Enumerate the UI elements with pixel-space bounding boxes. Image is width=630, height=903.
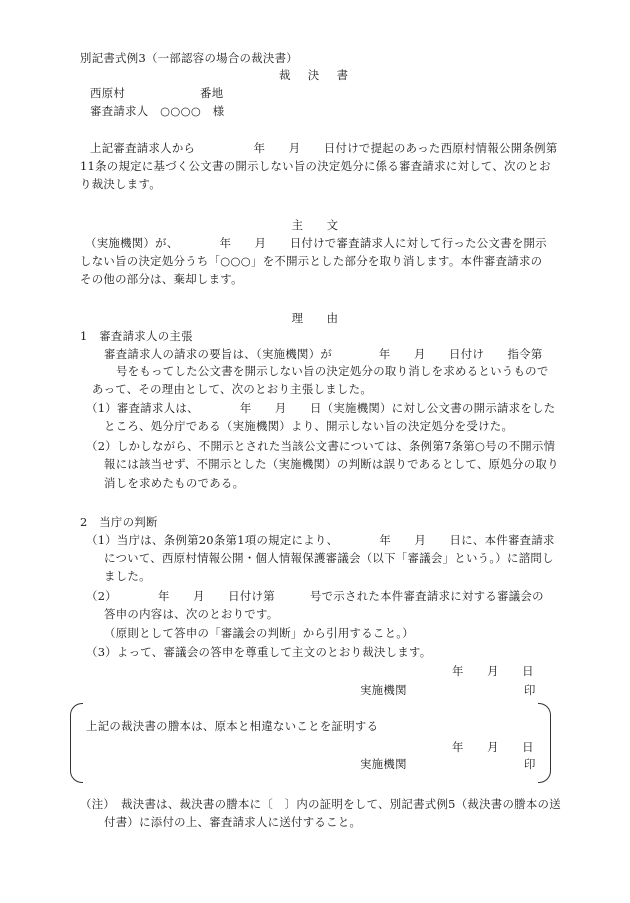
section1-heading: 1 審査請求人の主張	[80, 329, 193, 343]
section2-item2-line: 答申の内容は、次のとおりです。	[104, 607, 279, 621]
note-line: （注） 裁決書は、裁決書の謄本に〔 〕内の証明をして、別記書式例5（裁決書の謄本の送	[80, 797, 561, 811]
section1-para-line: 審査請求人の請求の要旨は、（実施機関）が 年 月 日付け 指令第	[104, 347, 543, 361]
section1-item2-line: 報には該当せず、不開示とした（実施機関）の判断は誤りであるとして、原処分の取り	[104, 457, 559, 471]
intro-line: り裁決します。	[80, 177, 161, 191]
section1-item1-line: ところ、処分庁である（実施機関）より、開示しない旨の決定処分を受けた。	[104, 419, 514, 433]
main-text-line: しない旨の決定処分うち「○○○」を不開示とした部分を取り消します。本件審査請求の	[80, 254, 543, 268]
certification-agency: 実施機関	[360, 757, 407, 771]
certification-seal: 印	[524, 757, 536, 771]
reason-heading: 理 由	[291, 311, 339, 325]
document-title: 裁 決 書	[279, 68, 351, 82]
section1-para-line: あって、その理由として、次のとおり主張しました。	[92, 382, 373, 396]
main-heading: 主 文	[291, 218, 339, 232]
address-banchi: 番地	[200, 86, 224, 100]
certification-bracket-right	[538, 703, 551, 783]
section1-item2-line: 消しを求めたものである。	[104, 476, 245, 490]
section2-item2-line: （原則として答申の「審議会の判断」から引用すること。）	[104, 626, 414, 640]
certification-bracket-left	[70, 703, 83, 783]
certification-text: 上記の裁決書の謄本は、原本と相違ないことを証明する	[86, 719, 379, 733]
section2-item1-line: について、西原村情報公開・個人情報保護審議会（以下「審議会」という。）に諮問し	[104, 551, 554, 565]
section2-item1-line: ました。	[104, 569, 151, 583]
addressee: 審査請求人 ○○○○ 様	[90, 104, 225, 118]
section1-item1-line: （1）審査請求人は、 年 月 日（実施機関）に対し公文書の開示請求をした	[86, 401, 556, 415]
signature-seal: 印	[524, 683, 536, 697]
signature-date: 年 月 日	[452, 664, 534, 678]
section1-item2-line: （2）しかしながら、不開示とされた当該公文書については、条例第7条第○号の不開示情	[86, 439, 556, 453]
main-text-line: （実施機関）が、 年 月 日付けで審査請求人に対して行った公文書を開示	[85, 236, 547, 250]
section1-para-line: 号をもってした公文書を開示しない旨の決定処分の取り消しを求めるというもので	[116, 364, 549, 378]
address-village: 西原村	[90, 86, 126, 100]
section2-item2-line: （2） 年 月 日付け第 号で示された本件審査請求に対する審議会の	[86, 589, 544, 603]
signature-agency: 実施機関	[360, 683, 407, 697]
section2-heading: 2 当庁の判断	[80, 515, 158, 529]
intro-line: 上記審査請求人から 年 月 日付けで提起のあった西原村情報公開条例第	[90, 141, 558, 155]
section2-item3: （3）よって、審議会の答申を尊重して主文のとおり裁決します。	[86, 645, 432, 659]
main-text-line: その他の部分は、棄却します。	[80, 272, 243, 286]
form-header: 別記書式例3（一部認容の場合の裁決書）	[80, 51, 298, 65]
note-line: 付書）に添付の上、審査請求人に送付すること。	[104, 815, 362, 829]
certification-date: 年 月 日	[452, 740, 534, 754]
section2-item1-line: （1）当庁は、条例第20条第1項の規定により、 年 月 日に、本件審査請求	[86, 533, 555, 547]
intro-line: 11条の規定に基づく公文書の開示しない旨の決定処分に係る審査請求に対して、次のとお	[80, 159, 551, 173]
